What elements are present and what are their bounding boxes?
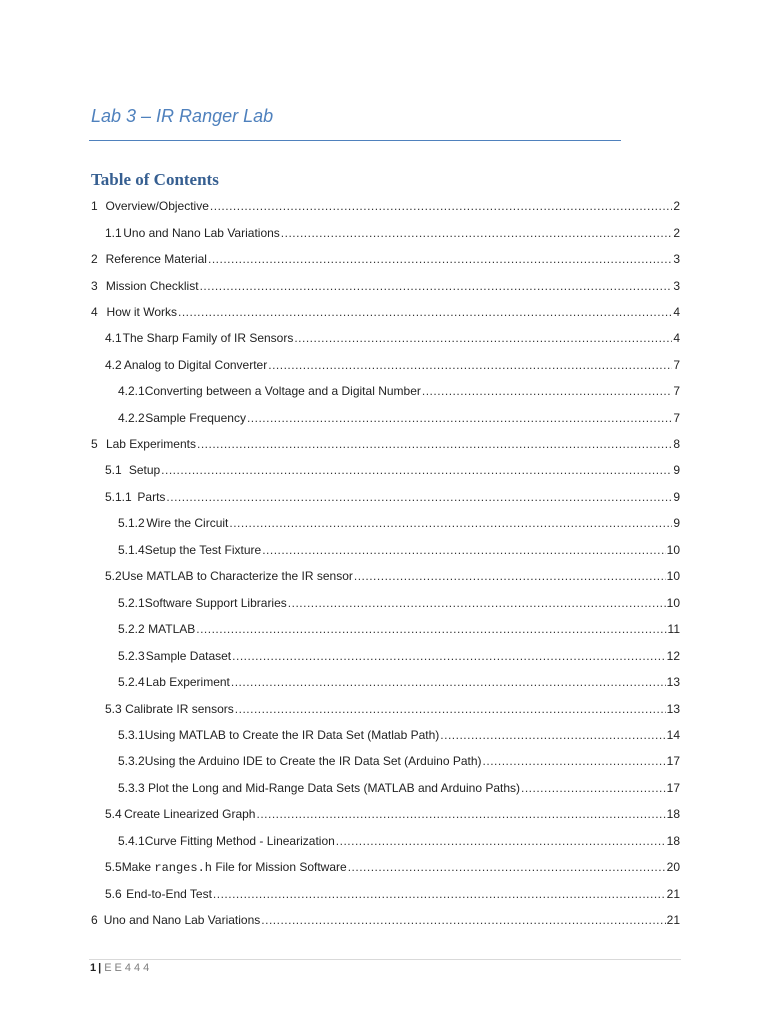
toc-entry[interactable] (118, 779, 680, 797)
toc-entry-title: Setup the Test Fixture (144, 543, 262, 557)
toc-entry-title: Sample Frequency (145, 411, 246, 425)
toc-entry-page: 7 (673, 358, 680, 372)
toc-entry-title: Wire the Circuit (146, 516, 229, 530)
toc-entry-number: 5.3.2 (118, 754, 145, 768)
toc-entry-title: Uno and Nano Lab Variations (103, 913, 261, 927)
toc-entry-number: 2 (91, 252, 98, 266)
toc-entry[interactable] (105, 488, 680, 506)
toc-entry[interactable] (118, 382, 680, 400)
toc-entry-number: 5.4 (105, 807, 122, 821)
toc-entry-number: 5.4.1 (118, 834, 145, 848)
toc-dot-leader (354, 567, 666, 585)
toc-entry-page: 13 (666, 675, 680, 689)
toc-entry-title: Reference Material (105, 252, 207, 266)
toc-entry-title: Parts (137, 490, 166, 504)
toc-entry-title (122, 858, 347, 877)
toc-entry-title: Use MATLAB to Characterize the IR sensor (121, 569, 353, 583)
toc-entry-number: 5.1.2 (118, 516, 145, 530)
toc-dot-leader (166, 488, 672, 506)
toc-entry-title: Using MATLAB to Create the IR Data Set (Matlab Path) (144, 728, 440, 742)
toc-dot-leader (288, 594, 666, 612)
toc-entry-page: 20 (666, 860, 680, 874)
toc-dot-leader (161, 461, 672, 479)
toc-entry-number: 4.1 (105, 331, 122, 345)
toc-entry-page: 3 (673, 252, 680, 266)
toc-entry[interactable] (118, 409, 680, 427)
toc-entry-title: Lab Experiment (145, 675, 230, 689)
toc-entry-title: Curve Fitting Method - Linearization (144, 834, 335, 848)
toc-dot-leader (178, 303, 672, 321)
toc-entry-page: 18 (666, 807, 680, 821)
toc-entry-page: 2 (673, 199, 680, 213)
toc-entry[interactable] (105, 356, 680, 374)
page-footer (90, 962, 152, 974)
toc-entry[interactable] (91, 277, 680, 295)
toc-entry[interactable] (91, 250, 680, 268)
toc-entry-number: 5.3 (105, 702, 122, 716)
toc-entry[interactable] (91, 303, 680, 321)
toc-entry-number: 5.2.3 (118, 649, 145, 663)
toc-entry-title: How it Works (106, 305, 177, 319)
toc-dot-leader (196, 620, 666, 638)
toc-entry[interactable] (118, 832, 680, 850)
toc-entry[interactable] (105, 461, 680, 479)
toc-entry-title: Calibrate IR sensors (125, 702, 234, 716)
toc-entry[interactable] (105, 700, 680, 718)
toc-entry-title: Lab Experiments (105, 437, 196, 451)
toc-entry-title: 5.3.3 Plot the Long and Mid-Range Data Sets (MATLAB and Arduino Paths) (118, 781, 521, 795)
toc-heading: Table of Contents (91, 170, 219, 189)
toc-dot-leader (210, 197, 672, 215)
footer-course-code: EE444 (104, 962, 153, 974)
toc-entry-page: 10 (666, 569, 680, 583)
toc-entry[interactable] (118, 647, 680, 665)
toc-entry-title: Converting between a Voltage and a Digital Number (144, 384, 421, 398)
toc-entry-title: Analog to Digital Converter (123, 358, 268, 372)
toc-entry-title-code: ranges.h (154, 861, 212, 875)
toc-dot-leader (235, 700, 666, 718)
toc-dot-leader (348, 858, 666, 876)
toc-entry-number: 1.1 (105, 226, 122, 240)
toc-entry-number: 5 (91, 437, 98, 451)
toc-entry-title: Software Support Libraries (144, 596, 287, 610)
toc-entry-title: Setup (128, 463, 161, 477)
toc-entry-page: 8 (673, 437, 680, 451)
toc-entry-page: 4 (673, 305, 680, 319)
toc-entry-page: 21 (666, 887, 680, 901)
toc-dot-leader (231, 673, 666, 691)
toc-entry-page: 10 (666, 596, 680, 610)
toc-entry-number: 5.5 (105, 860, 122, 874)
toc-dot-leader (256, 805, 665, 823)
toc-entry-page: 7 (673, 384, 680, 398)
footer-separator: | (98, 962, 102, 974)
toc-dot-leader (521, 779, 666, 797)
toc-entry-page: 12 (666, 649, 680, 663)
toc-entry[interactable] (91, 435, 680, 453)
toc-entry-page: 2 (673, 226, 680, 240)
toc-entry[interactable] (105, 885, 680, 903)
toc-entry-number: 5.1.1 (105, 490, 132, 504)
toc-dot-leader (336, 832, 666, 850)
toc-entry-page: 3 (673, 279, 680, 293)
toc-entry-number: 6 (91, 913, 98, 927)
toc-entry[interactable] (91, 197, 680, 215)
toc-entry-page: 7 (673, 411, 680, 425)
toc-entry-number: 5.2.4 (118, 675, 145, 689)
toc-entry[interactable] (118, 726, 680, 744)
toc-entry-page: 10 (666, 543, 680, 557)
toc-dot-leader (213, 885, 666, 903)
toc-dot-leader (208, 250, 672, 268)
toc-entry[interactable] (105, 858, 680, 876)
toc-entry-number: 5.2 (105, 569, 122, 583)
footer-divider (89, 959, 681, 960)
toc-entry[interactable] (91, 911, 680, 929)
toc-entry-page: 9 (673, 490, 680, 504)
toc-entry[interactable] (118, 752, 680, 770)
toc-dot-leader (268, 356, 672, 374)
toc-dot-leader (232, 647, 665, 665)
toc-dot-leader (247, 409, 672, 427)
toc-entry-page: 11 (667, 622, 680, 636)
toc-entry[interactable] (105, 224, 680, 242)
toc-entry-title: End-to-End Test (126, 887, 212, 901)
toc-entry-number: 4.2.1 (118, 384, 145, 398)
toc-dot-leader (200, 277, 673, 295)
toc-entry[interactable] (118, 594, 680, 612)
toc-entry[interactable] (105, 805, 680, 823)
toc-entry-title-prefix: Make (121, 860, 155, 874)
toc-entry-page: 13 (666, 702, 680, 716)
toc-entry-title: Sample Dataset (145, 649, 232, 663)
toc-entry-title: Mission Checklist (105, 279, 199, 293)
toc-entry-number: 5.3.1 (118, 728, 145, 742)
toc-dot-leader (229, 514, 672, 532)
toc-entry-number: 5.2.2 (118, 622, 145, 636)
toc-entry-title-suffix: File for Mission Software (211, 860, 347, 874)
toc-entry-number: 5.6 (105, 887, 122, 901)
toc-entry[interactable] (118, 620, 680, 638)
toc-dot-leader (262, 541, 665, 559)
toc-entry[interactable] (118, 673, 680, 691)
toc-entry-title: The Sharp Family of IR Sensors (122, 331, 294, 345)
toc-entry-number: 3 (91, 279, 98, 293)
toc-entry-title: MATLAB (148, 622, 196, 636)
toc-entry-number: 5.1 (105, 463, 122, 477)
toc-dot-leader (294, 329, 672, 347)
toc-entry-number: 4.2 (105, 358, 122, 372)
footer-page-number: 1 (90, 962, 97, 974)
toc-entry[interactable] (118, 514, 680, 532)
toc-entry-number: 1 (91, 199, 98, 213)
toc-entry-page: 4 (673, 331, 680, 345)
toc-dot-leader (281, 224, 673, 242)
toc-dot-leader (483, 752, 666, 770)
toc-dot-leader (197, 435, 672, 453)
toc-entry-title: Create Linearized Graph (124, 807, 256, 821)
toc-entry-title: Uno and Nano Lab Variations (123, 226, 280, 240)
toc-entry-number: 5.2.1 (118, 596, 145, 610)
toc-dot-leader (261, 911, 665, 929)
toc-entry-page: 21 (666, 913, 680, 927)
toc-entry-page: 9 (673, 516, 680, 530)
toc-entry-page: 9 (673, 463, 680, 477)
toc-entry[interactable] (105, 329, 680, 347)
toc-dot-leader (422, 382, 672, 400)
toc-entry-number: 5.1.4 (118, 543, 145, 557)
toc-entry-page: 14 (666, 728, 680, 742)
document-title: Lab 3 – IR Ranger Lab (91, 106, 274, 126)
toc-entry[interactable] (105, 567, 680, 585)
toc-entry-number: 4 (91, 305, 98, 319)
toc-entry-page: 17 (666, 754, 680, 768)
toc-entry-page: 17 (666, 781, 680, 795)
toc-dot-leader (440, 726, 665, 744)
title-underline (89, 140, 621, 141)
toc-entry-title: Using the Arduino IDE to Create the IR Data Set (Arduino Path) (144, 754, 482, 768)
toc-entry-page: 18 (666, 834, 680, 848)
toc-entry[interactable] (118, 541, 680, 559)
toc-entry-number: 4.2.2 (118, 411, 145, 425)
toc-entry-title: Overview/Objective (105, 199, 209, 213)
